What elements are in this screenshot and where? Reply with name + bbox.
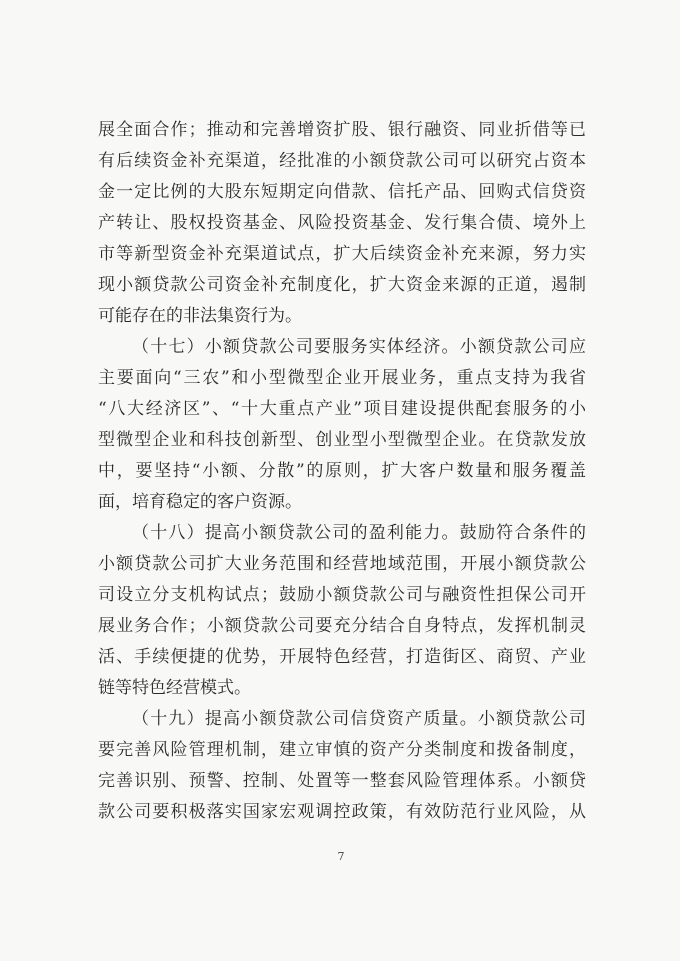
paragraph-continued: [98, 115, 586, 332]
text-line: （十九）提高小额贷款公司信贷资产质量。小额贷款公司: [132, 709, 586, 729]
text-line: 可能存在的非法集资行为。: [98, 306, 302, 326]
text-line: 小额贷款公司扩大业务范围和经营地域范围，开展小额贷款公: [98, 554, 586, 574]
text-line: 现小额贷款公司资金补充制度化，扩大资金来源的正道，遏制: [98, 275, 586, 295]
text-line: 司设立分支机构试点；鼓励小额贷款公司与融资性担保公司开: [98, 585, 586, 605]
text-line: 主要面向“三农”和小型微型企业开展业务，重点支持为我省: [98, 368, 586, 388]
text-line: 要完善风险管理机制，建立审慎的资产分类制度和拨备制度，: [98, 740, 586, 760]
body-text: [98, 115, 586, 828]
page-number: 7: [337, 850, 345, 863]
text-line: 展业务合作；小额贷款公司要充分结合自身特点，发挥机制灵: [98, 616, 586, 636]
text-line: （十七）小额贷款公司要服务实体经济。小额贷款公司应: [132, 337, 586, 357]
paragraph-19: [98, 704, 586, 828]
text-line: 金一定比例的大股东短期定向借款、信托产品、回购式信贷资: [98, 182, 586, 202]
text-line: 有后续资金补充渠道，经批准的小额贷款公司可以研究占资本: [98, 151, 586, 171]
text-line: 面，培育稳定的客户资源。: [98, 492, 302, 512]
paragraph-17: [98, 332, 586, 518]
paragraph-18: [98, 518, 586, 704]
text-line: 型微型企业和科技创新型、创业型小型微型企业。在贷款发放: [98, 430, 586, 450]
text-line: 产转让、股权投资基金、风险投资基金、发行集合债、境外上: [98, 213, 586, 233]
text-line: （十八）提高小额贷款公司的盈利能力。鼓励符合条件的: [132, 523, 586, 543]
text-line: 活、手续便捷的优势，开展特色经营，打造街区、商贸、产业: [98, 647, 586, 667]
text-line: 市等新型资金补充渠道试点，扩大后续资金补充来源，努力实: [98, 244, 586, 264]
text-line: “八大经济区”、“十大重点产业”项目建设提供配套服务的小: [98, 399, 586, 419]
text-line: 款公司要积极落实国家宏观调控政策，有效防范行业风险，从: [98, 802, 586, 822]
text-line: 展全面合作；推动和完善增资扩股、银行融资、同业折借等已: [98, 120, 586, 140]
text-line: 中，要坚持“小额、分散”的原则，扩大客户数量和服务覆盖: [98, 461, 586, 481]
text-line: 链等特色经营模式。: [98, 678, 251, 698]
text-line: 完善识别、预警、控制、处置等一整套风险管理体系。小额贷: [98, 771, 586, 791]
